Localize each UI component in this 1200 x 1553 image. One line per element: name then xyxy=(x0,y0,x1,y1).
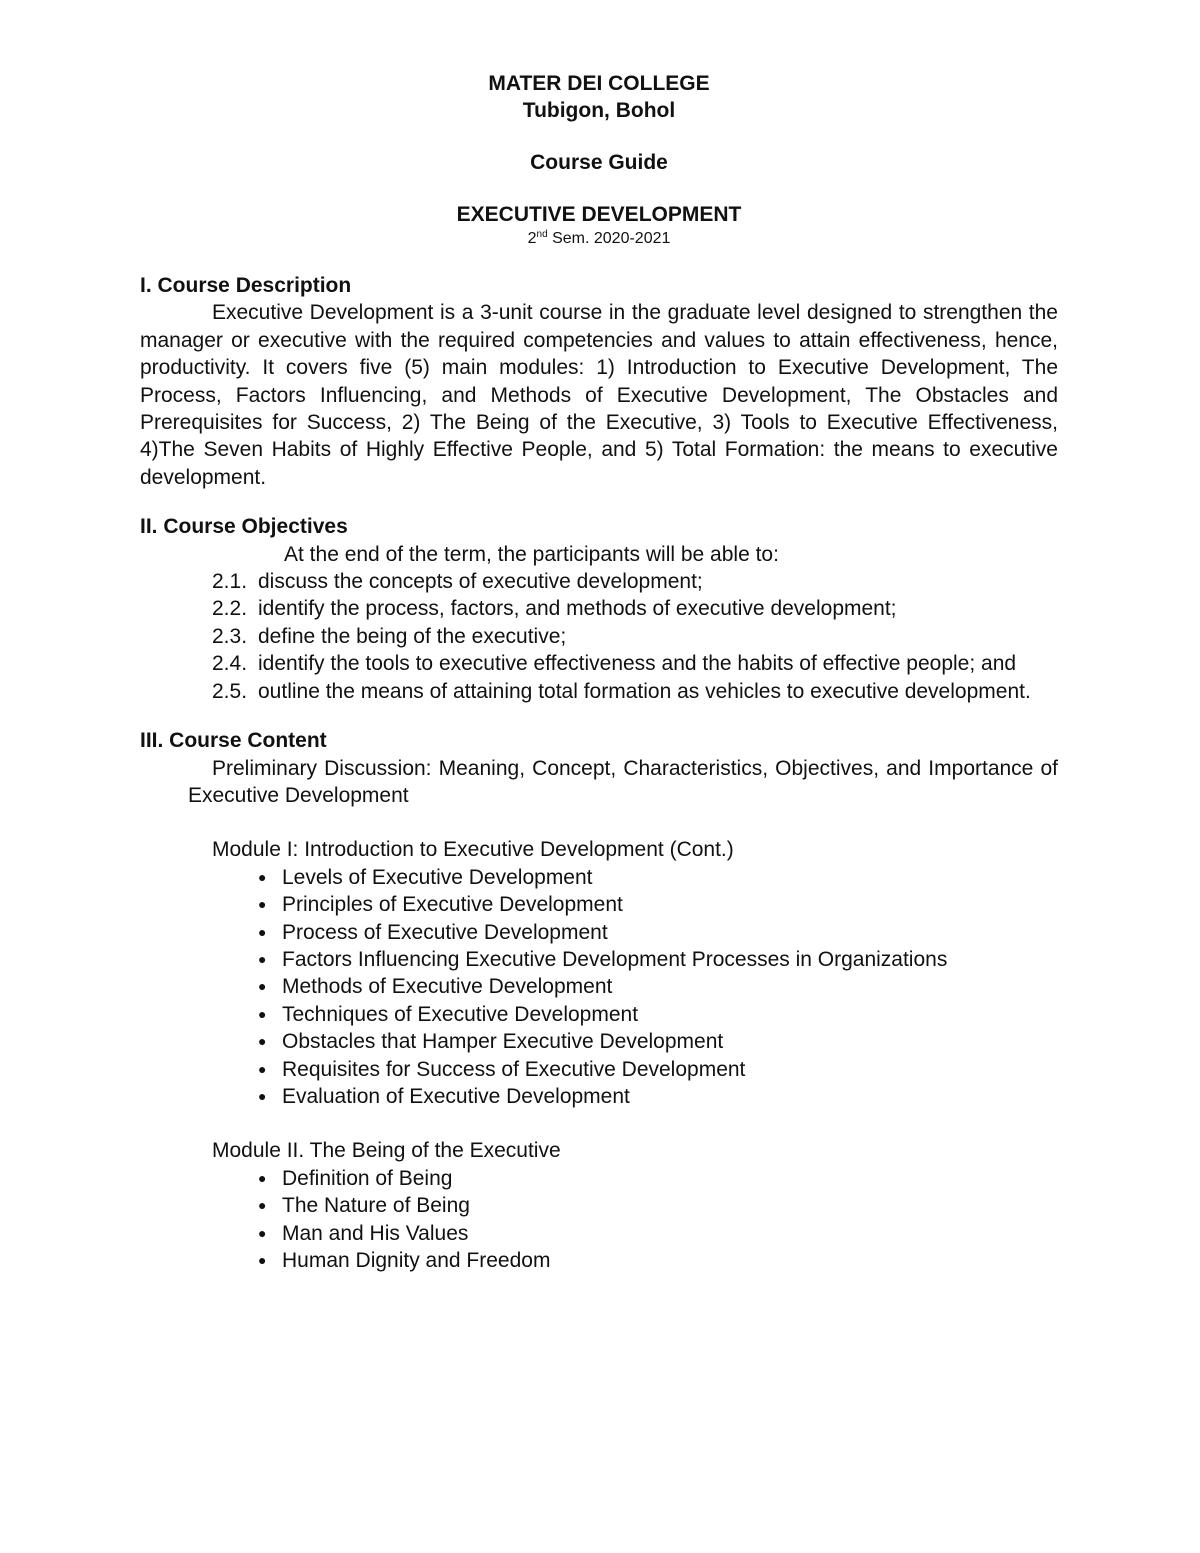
course-description-body: Executive Development is a 3-unit course in the graduate level designed to strengthen the manager or executive with the required competencies and values to attain effectiveness, hence, productivity. It covers five (5) main modules: 1) Introduction to Executive Development, The Process, Factors Influencing, and Methods of Executive Development, The Obstacles and Prerequisites for Success, 2) The Being of the Executive, 3) Tools to Executive Effectiveness, 4)The Seven Habits of Highly Effective People, and 5) Total Formation: the means to executive development. xyxy=(140,301,1058,489)
semester-year: Sem. 2020-2021 xyxy=(547,230,671,247)
objectives-intro: At the end of the term, the participants will be able to: xyxy=(284,542,779,566)
bullet-icon: ● xyxy=(258,1033,267,1050)
module-1-title: Module I: Introduction to Executive Development (Cont.) xyxy=(212,838,734,862)
objective-number: 2.3. xyxy=(212,624,248,648)
objective-item xyxy=(212,650,1058,677)
objective-number: 2.1. xyxy=(212,570,248,594)
bullet-icon: ● xyxy=(258,950,267,967)
objective-item xyxy=(212,678,1058,705)
document-type: Course Guide xyxy=(530,151,668,174)
module-2-title: Module II. The Being of the Executive xyxy=(212,1139,561,1163)
bullet-icon: ● xyxy=(258,1060,267,1077)
preliminary-discussion: Preliminary Discussion: Meaning, Concept, Characteristics, Objectives, and Importance of Executive Development xyxy=(188,756,1058,807)
bullet-icon: ● xyxy=(258,868,267,885)
bullet-icon: ● xyxy=(258,1087,267,1104)
bullet-icon: ● xyxy=(258,1224,267,1241)
objective-number: 2.5. xyxy=(212,679,248,703)
section-title-content: III. Course Content xyxy=(140,729,327,753)
objective-item xyxy=(212,623,1058,650)
list-item: ● Obstacles that Hamper Executive Development xyxy=(258,1028,1058,1055)
list-item: ● Principles of Executive Development xyxy=(258,891,1058,918)
list-item: ● Man and His Values xyxy=(258,1220,1058,1247)
list-item: ● Levels of Executive Development xyxy=(258,864,1058,891)
college-name: MATER DEI COLLEGE xyxy=(488,72,710,95)
college-location: Tubigon, Bohol xyxy=(522,99,676,122)
bullet-icon: ● xyxy=(258,1252,267,1268)
course-title: EXECUTIVE DEVELOPMENT xyxy=(456,203,742,226)
list-item: ● Requisites for Success of Executive Development xyxy=(258,1056,1058,1083)
list-item: ● Methods of Executive Development xyxy=(258,973,1058,1000)
semester-number: 2 xyxy=(527,230,537,247)
objective-text: identify the process, factors, and methods of executive development; xyxy=(258,597,897,621)
list-item: ● Definition of Being xyxy=(258,1165,1058,1192)
list-item: ● Evaluation of Executive Development xyxy=(258,1083,1058,1110)
objective-item xyxy=(212,595,1058,622)
section-title-description: I. Course Description xyxy=(140,274,352,297)
objective-number: 2.4. xyxy=(212,652,248,676)
objective-text: define the being of the executive; xyxy=(258,624,567,648)
document-header xyxy=(140,70,1058,250)
objective-text: discuss the concepts of executive development; xyxy=(258,570,703,594)
list-item: ● Process of Executive Development xyxy=(258,919,1058,946)
objective-text: outline the means of attaining total formation as vehicles to executive development. xyxy=(258,679,1031,703)
semester-line xyxy=(140,228,1058,250)
list-item: ● Human Dignity and Freedom xyxy=(258,1247,1058,1274)
bullet-icon: ● xyxy=(258,1197,267,1214)
document-page xyxy=(140,70,1058,1274)
list-item: ● Techniques of Executive Development xyxy=(258,1001,1058,1028)
bullet-icon: ● xyxy=(258,978,267,995)
bullet-icon: ● xyxy=(258,1005,267,1022)
semester-suffix: nd xyxy=(536,229,548,240)
objective-number: 2.2. xyxy=(212,597,248,621)
objective-text: identify the tools to executive effectiveness and the habits of effective people; and xyxy=(258,652,1017,676)
bullet-icon: ● xyxy=(258,896,267,913)
list-item: ● Factors Influencing Executive Development Processes in Organizations xyxy=(258,946,1058,973)
module-1-topics xyxy=(140,864,1058,1111)
module-2-topics xyxy=(140,1165,1058,1275)
section-title-objectives: II. Course Objectives xyxy=(140,515,348,539)
bullet-icon: ● xyxy=(258,923,267,940)
bullet-icon: ● xyxy=(258,1169,267,1186)
list-item: ● The Nature of Being xyxy=(258,1192,1058,1219)
objective-item xyxy=(212,568,1058,595)
objectives-list xyxy=(140,568,1058,705)
